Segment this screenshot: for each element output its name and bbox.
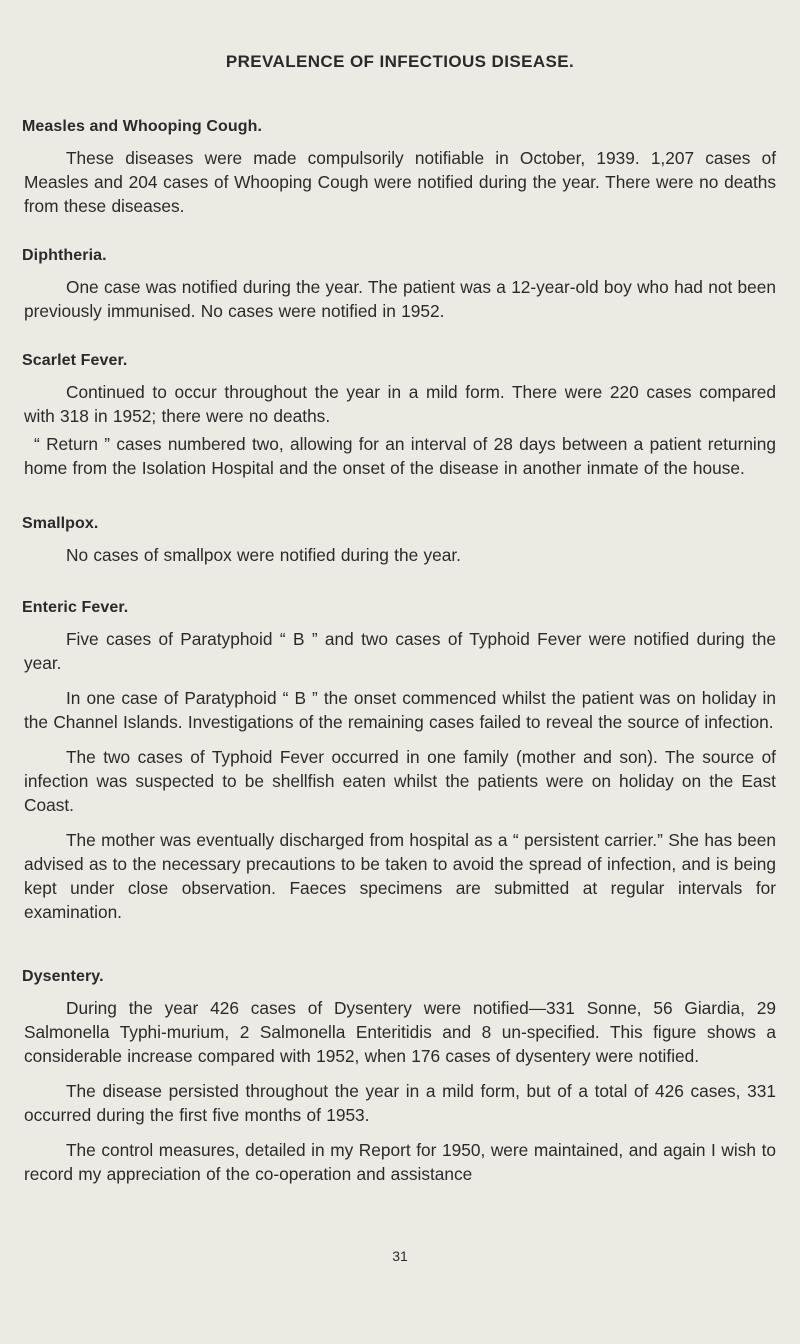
paragraph: The two cases of Typhoid Fever occurred in one family (mother and son). The source of infection was suspected to be shellfish eaten whilst the patients were on holiday on the East Coast. — [24, 747, 776, 815]
page-title: PREVALENCE OF INFECTIOUS DISEASE. — [225, 52, 575, 71]
section-heading: Diphtheria. — [22, 247, 107, 264]
document-body — [24, 118, 776, 1212]
paragraph: In one case of Paratyphoid “ B ” the onset commenced whilst the patient was on holiday in the Channel Islands. Investigations of the remaining cases failed to reveal the source of infection. — [24, 688, 776, 732]
section-dysentery — [24, 968, 776, 1186]
paragraph: The disease persisted throughout the year in a mild form, but of a total of 426 cases, 331 occurred during the first five months of 1953. — [24, 1081, 776, 1125]
section-heading: Enteric Fever. — [22, 599, 129, 616]
paragraph: During the year 426 cases of Dysentery were notified—331 Sonne, 56 Giardia, 29 Salmonella Typhi-murium, 2 Salmonella Enteritidis and 8 un-specified. This figure shows a considerable increase compared with 1952, when 176 cases of dysentery were notified. — [24, 998, 776, 1066]
paragraph: Continued to occur throughout the year in a mild form. There were 220 cases compared with 318 in 1952; there were no deaths. — [24, 382, 776, 426]
paragraph: The mother was eventually discharged from hospital as a “ persistent carrier.” She has been advised as to the necessary precautions to be taken to avoid the spread of infection, and is being kept under close observation. Faeces specimens are submitted at regular intervals for examination. — [24, 830, 776, 922]
section-measles-whooping-cough — [24, 118, 776, 218]
section-heading: Smallpox. — [22, 515, 99, 532]
paragraph: No cases of smallpox were notified during the year. — [66, 545, 461, 565]
paragraph: These diseases were made compulsorily notifiable in October, 1939. 1,207 cases of Measles and 204 cases of Whooping Cough were notified during the year. There were no deaths from these diseases. — [24, 148, 776, 216]
page-number: 31 — [392, 1248, 408, 1264]
paragraph: “ Return ” cases numbered two, allowing for an interval of 28 days between a patient returning home from the Isolation Hospital and the onset of the disease in another inmate of the house. — [24, 434, 776, 478]
section-heading: Scarlet Fever. — [22, 352, 128, 369]
section-diphtheria — [24, 247, 776, 323]
paragraph: One case was notified during the year. The patient was a 12-year-old boy who had not been previously immunised. No cases were notified in 1952. — [24, 277, 776, 321]
section-smallpox — [24, 515, 776, 567]
section-enteric-fever — [24, 599, 776, 924]
paragraph: Five cases of Paratyphoid “ B ” and two cases of Typhoid Fever were notified during the year. — [24, 629, 776, 673]
section-scarlet-fever — [24, 352, 776, 480]
section-heading: Dysentery. — [22, 968, 104, 985]
section-heading: Measles and Whooping Cough. — [22, 118, 263, 135]
paragraph: The control measures, detailed in my Report for 1950, were maintained, and again I wish to record my appreciation of the co-operation and assistance — [24, 1140, 776, 1184]
